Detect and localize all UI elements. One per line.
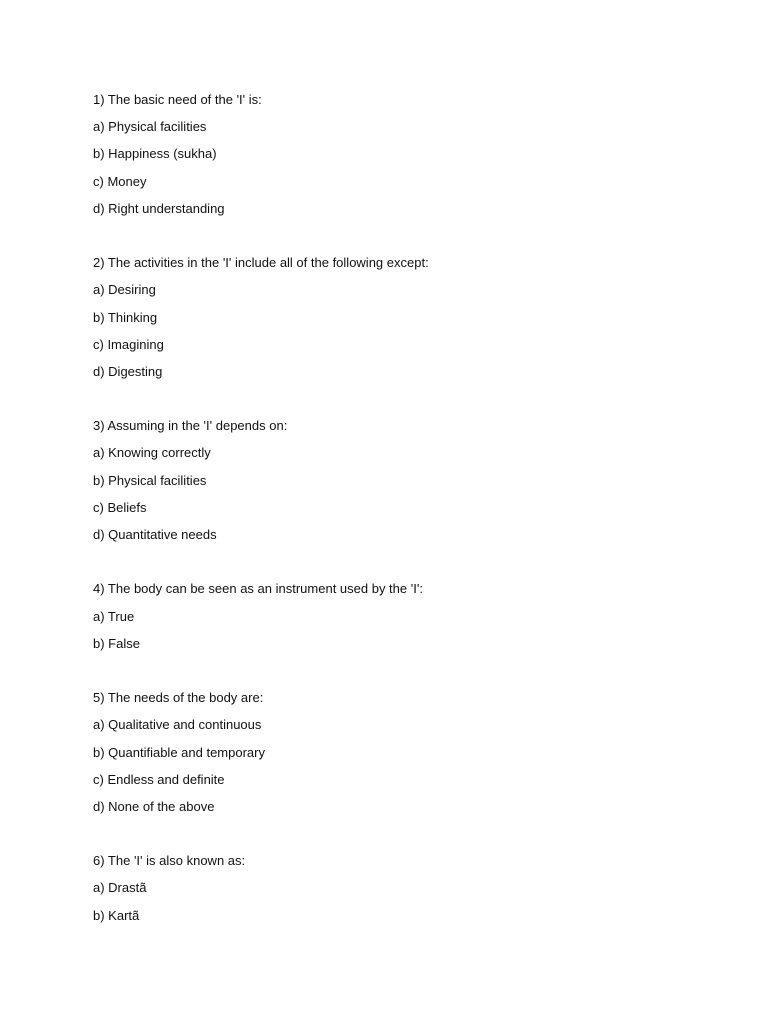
answer-option: a) Desiring	[93, 282, 156, 298]
question-4	[93, 575, 733, 657]
answer-option: d) None of the above	[93, 798, 215, 814]
question-6	[93, 847, 733, 929]
answer-option: b) Quantifiable and temporary	[93, 744, 265, 760]
answer-option: c) Endless and definite	[93, 771, 225, 787]
question-prompt: 3) Assuming in the 'I' depends on:	[93, 418, 288, 434]
question-prompt: 1) The basic need of the 'I' is:	[93, 92, 262, 107]
question-3	[93, 412, 733, 548]
answer-option: d) Right understanding	[93, 200, 225, 216]
answer-option: b) Physical facilities	[93, 472, 207, 488]
answer-option: a) Qualitative and continuous	[93, 717, 262, 733]
question-2	[93, 249, 733, 385]
question-1	[93, 86, 733, 222]
answer-option: a) Drastã	[93, 880, 147, 896]
question-prompt: 6) The 'I' is also known as:	[93, 853, 246, 869]
answer-option: c) Money	[93, 173, 147, 189]
answer-option: b) False	[93, 635, 140, 651]
question-prompt: 2) The activities in the 'I' include all of the following except:	[93, 255, 429, 271]
answer-option: a) Knowing correctly	[93, 445, 211, 461]
question-prompt: 5) The needs of the body are:	[93, 690, 264, 706]
answer-option: a) True	[93, 608, 135, 624]
answer-option: c) Beliefs	[93, 499, 147, 515]
answer-option: c) Imagining	[93, 336, 164, 352]
answer-option: b) Happiness (sukha)	[93, 146, 217, 162]
answer-option: a) Physical facilities	[93, 119, 207, 135]
answer-option: d) Quantitative needs	[93, 527, 217, 542]
answer-option: b) Thinking	[93, 309, 158, 325]
question-prompt: 4) The body can be seen as an instrument used by the 'I':	[93, 581, 423, 597]
document-page	[93, 86, 733, 956]
answer-option: b) Kartã	[93, 907, 140, 923]
question-5	[93, 684, 733, 820]
answer-option: d) Digesting	[93, 363, 163, 379]
